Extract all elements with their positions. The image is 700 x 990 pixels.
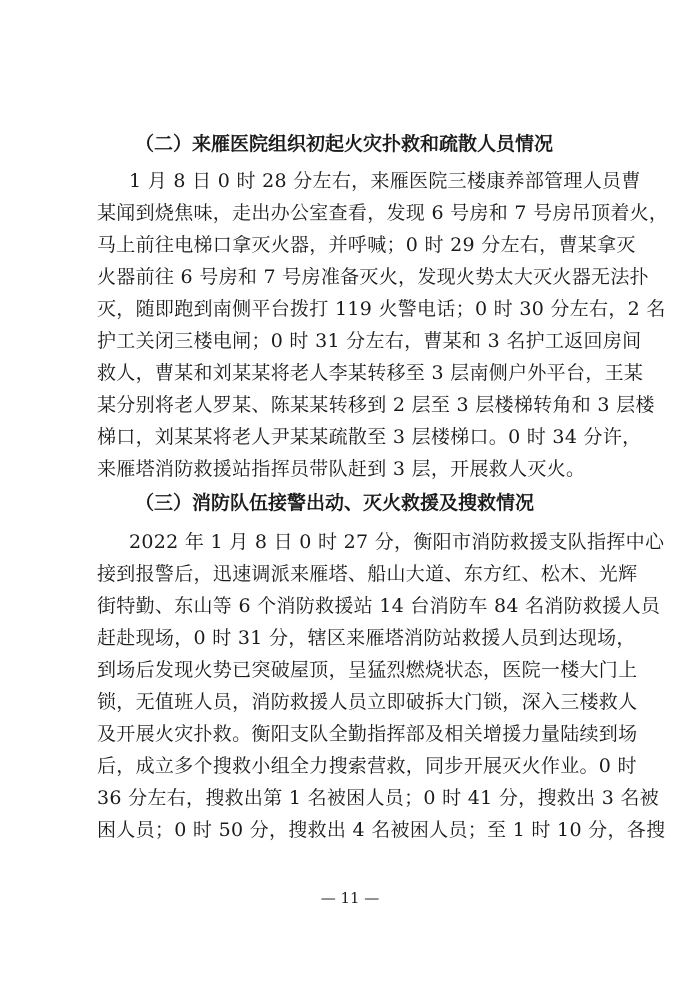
paragraph-line: 困人员；0 时 50 分，搜救出 4 名被困人员；至 1 时 10 分，各搜 [97, 819, 666, 841]
document-body [97, 128, 669, 848]
paragraph-line: 后，成立多个搜救小组全力搜索营救，同步开展灭火作业。0 时 [97, 755, 637, 777]
paragraph-line: 某闻到烧焦味，走出办公室查看，发现 6 号房和 7 号房吊顶着火， [97, 202, 669, 224]
section-heading-firefighter-response: （三）消防队伍接警出动、灭火救援及搜救情况 [135, 492, 535, 514]
section-heading-hospital-response: （二）来雁医院组织初起火灾扑救和疏散人员情况 [135, 133, 554, 155]
paragraph-line: 到场后发现火势已突破屋顶，呈猛烈燃烧状态，医院一楼大门上 [97, 659, 638, 681]
paragraph-line: 护工关闭三楼电闸；0 时 31 分左右，曹某和 3 名护工返回房间 [97, 330, 642, 352]
paragraph-line: 灭，随即跑到南侧平台拨打 119 火警电话；0 时 30 分左右，2 名 [97, 298, 666, 320]
paragraph-line: 36 分左右，搜救出第 1 名被困人员；0 时 41 分，搜救出 3 名被 [97, 787, 660, 809]
paragraph-line: 某分别将老人罗某、陈某某转移到 2 层至 3 层楼梯转角和 3 层楼 [97, 394, 655, 416]
paragraph-line: 接到报警后，迅速调派来雁塔、船山大道、东方红、松木、光辉 [97, 563, 638, 585]
paragraph-line: 火器前往 6 号房和 7 号房准备灭火，发现火势太大灭火器无法扑 [97, 266, 649, 288]
paragraph-line: 救人，曹某和刘某某将老人李某转移至 3 层南侧户外平台，王某 [97, 362, 644, 384]
paragraph-line: 来雁塔消防救援站指挥员带队赶到 3 层，开展救人灭火。 [97, 458, 586, 480]
paragraph-line: 2022 年 1 月 8 日 0 时 27 分，衡阳市消防救援支队指挥中心 [129, 531, 665, 553]
paragraph-hospital-response [97, 165, 669, 485]
page-number: — 11 — [320, 889, 380, 907]
paragraph-line: 及开展火灾扑救。衡阳支队全勤指挥部及相关增援力量陆续到场 [97, 723, 638, 745]
paragraph-line: 锁，无值班人员，消防救援人员立即破拆大门锁，深入三楼救人 [97, 691, 638, 713]
paragraph-line: 1 月 8 日 0 时 28 分左右，来雁医院三楼康养部管理人员曹 [129, 170, 641, 192]
paragraph-firefighter-response [97, 526, 666, 846]
paragraph-line: 马上前往电梯口拿灭火器，并呼喊；0 时 29 分左右，曹某拿灭 [97, 234, 636, 256]
paragraph-line: 梯口，刘某某将老人尹某某疏散至 3 层楼梯口。0 时 34 分许， [97, 426, 642, 448]
paragraph-line: 赶赴现场，0 时 31 分，辖区来雁塔消防站救援人员到达现场， [97, 627, 636, 649]
paragraph-line: 街特勤、东山等 6 个消防救援站 14 台消防车 84 名消防救援人员 [97, 595, 661, 617]
